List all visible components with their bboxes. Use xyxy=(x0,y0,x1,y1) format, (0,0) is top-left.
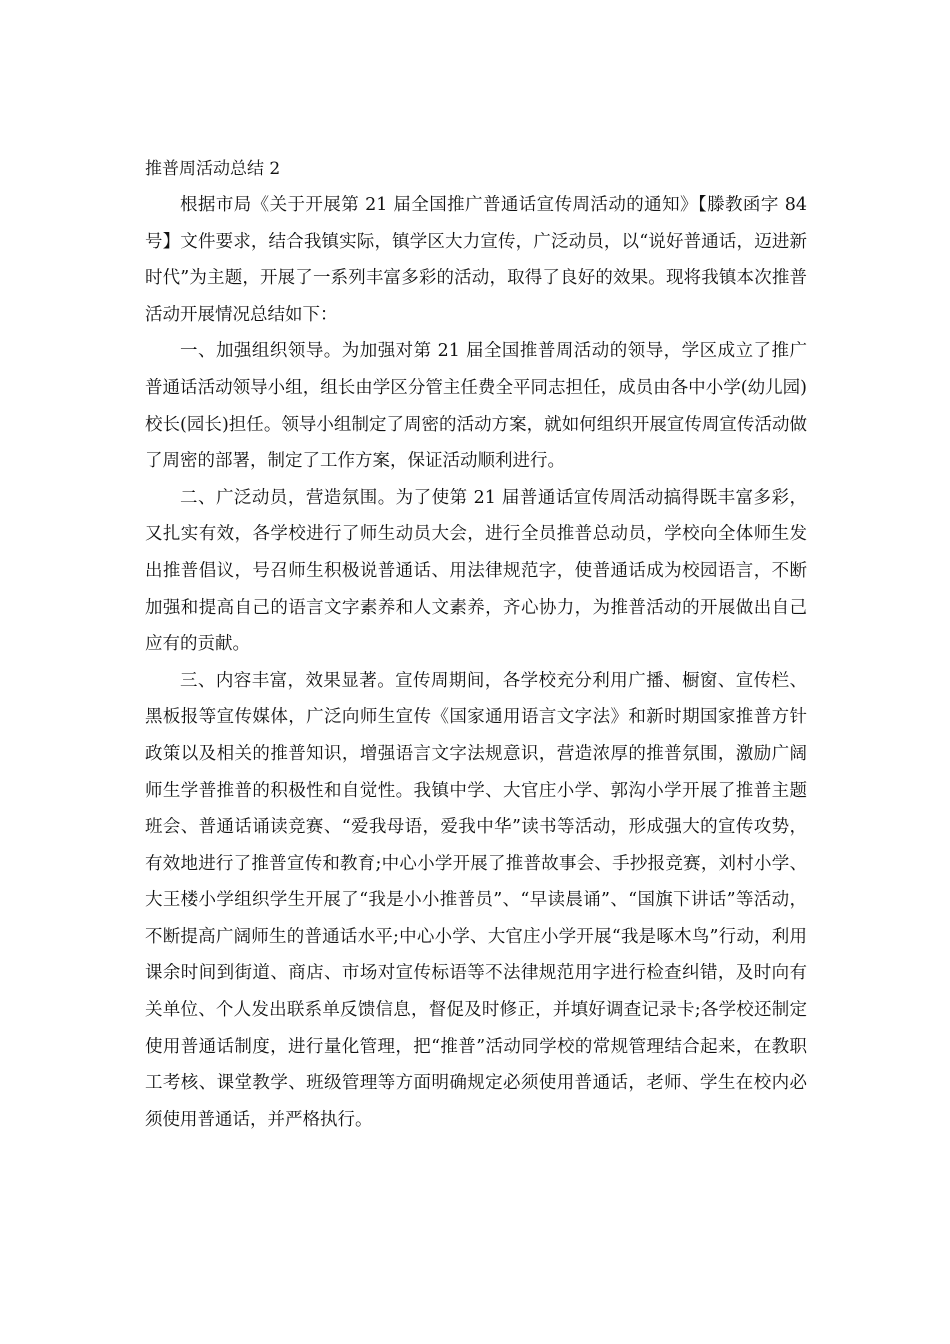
paragraph-section-3: 三、内容丰富，效果显著。宣传周期间，各学校充分利用广播、橱窗、宣传栏、黑板报等宣传媒体，广泛向师生宣传《国家通用语言文字法》和新时期国家推普方针政策以及相关的推普知识，增强语言文字法规意识，营造浓厚的推普氛围，激励广阔师生学普推普的积极性和自觉性。我镇中学、大官庄小学、郭沟小学开展了推普主题班会、普通话诵读竞赛、“爱我母语，爱我中华”读书等活动，形成强大的宣传攻势，有效地进行了推普宣传和教育;中心小学开展了推普故事会、手抄报竞赛，刘村小学、大王楼小学组织学生开展了“我是小小推普员”、“早读晨诵”、“国旗下讲话”等活动，不断提高广阔师生的普通话水平;中心小学、大官庄小学开展“我是啄木鸟”行动，利用课余时间到街道、商店、市场对宣传标语等不法律规范用字进行检查纠错，及时向有关单位、个人发出联系单反馈信息，督促及时修正，并填好调查记录卡;各学校还制定使用普通话制度，进行量化管理，把“推普”活动同学校的常规管理结合起来，在教职工考核、课堂教学、班级管理等方面明确规定必须使用普通话，老师、学生在校内必须使用普通话，并严格执行。 xyxy=(145,670,807,1130)
paragraph-intro: 根据市局《关于开展第 21 届全国推广普通话宣传周活动的通知》【滕教函字 84 号】文件要求，结合我镇实际，镇学区大力宣传，广泛动员，以“说好普通话，迈进新时代”为主题，开展了一系列丰富多彩的活动，取得了良好的效果。现将我镇本次推普活动开展情况总结如下： xyxy=(145,195,807,325)
paragraph-section-1: 一、加强组织领导。为加强对第 21 届全国推普周活动的领导，学区成立了推广普通话活动领导小组，组长由学区分管主任费全平同志担任，成员由各中小学(幼儿园)校长(园长)担任。领导小组制定了周密的活动方案，就如何组织开展宣传周宣传活动做了周密的部署，制定了工作方案，保证活动顺利进行。 xyxy=(145,341,807,472)
paragraph-section-2: 二、广泛动员，营造氛围。为了使第 21 届普通话宣传周活动搞得既丰富多彩，又扎实有效，各学校进行了师生动员大会，进行全员推普总动员，学校向全体师生发出推普倡议，号召师生积极说普通话、用法律规范字，使普通话成为校园语言，不断加强和提高自己的语言文字素养和人文素养，齐心协力，为推普活动的开展做出自己应有的贡献。 xyxy=(145,487,807,655)
document-body xyxy=(145,151,807,1138)
document-title: 推普周活动总结 2 xyxy=(145,159,281,179)
